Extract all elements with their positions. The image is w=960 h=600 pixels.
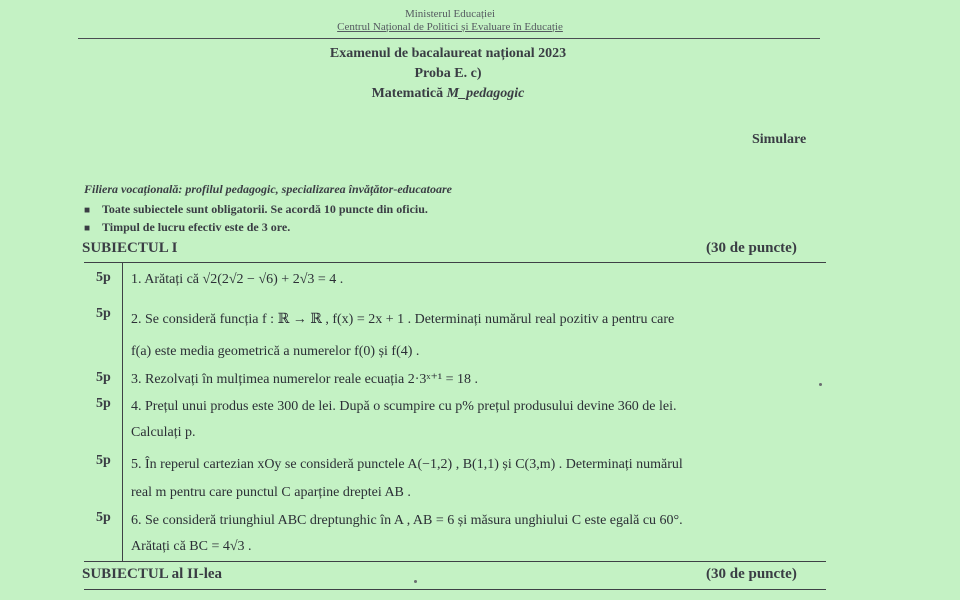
problem-text: 3. Rezolvați în mulțimea numerelor reale ecuația 2·3ˣ⁺¹ = 18 . [131,372,478,387]
problem-text: 5. În reperul cartezian xOy se consideră punctele A(−1,2) , B(1,1) și C(3,m) . Determinați numărul real m pentru care punctul C aparține dreptei AB . [131,457,683,500]
section-1-bottom-rule [84,561,826,562]
problem-text: 4. Prețul unui produs este 300 de lei. După o scumpire cu p% prețul produsului devine 360 de lei. Calculați p. [131,399,677,440]
problem-points: 5p [96,396,111,411]
problem-text: 1. Arătați că √2(2√2 − √6) + 2√3 = 4 . [131,272,344,287]
exam-subject [240,84,656,104]
section-1-points: (30 de puncte) [706,240,797,256]
section-2-points: (30 de puncte) [706,566,797,582]
center-name: Centrul Național de Politici și Evaluare în Educație [337,21,563,33]
track-description: Filiera vocațională: profilul pedagogic, specializarea învățător-educatoare [84,182,452,196]
instruction-item: ■ Timpul de lucru efectiv este de 3 ore. [84,218,428,236]
subject-profile: M_pedagogic [446,86,525,101]
header-institution [300,8,600,34]
points-column-divider [122,263,123,561]
section-1-top-rule [84,262,826,263]
scan-speck [414,580,417,583]
header-divider [78,38,820,39]
exam-title: Examenul de bacalaureat național 2023 [329,46,567,61]
bullet-icon: ■ [84,223,91,234]
instruction-item: ■ Toate subiectele sunt obligatorii. Se acordă 10 puncte din oficiu. [84,200,428,218]
section-2-title: SUBIECTUL al II-lea [82,566,223,582]
section-2-top-rule [84,589,826,590]
simulation-label: Simulare [752,132,807,147]
problem-points: 5p [96,270,111,285]
section-1-title: SUBIECTUL I [82,240,178,256]
problem-points: 5p [96,453,111,468]
problem-points: 5p [96,510,111,525]
exam-proba: Proba E. c) [414,66,482,81]
scan-speck [819,383,822,386]
problem-text: 6. Se consideră triunghiul ABC dreptunghic în A , AB = 6 și măsura unghiului C este egală cu 60°. Arătați că BC = 4√3 . [131,513,683,554]
problem-points: 5p [96,306,111,321]
ministry-name: Ministerul Educației [404,8,496,20]
subject-prefix: Matematică [371,86,447,101]
problem-text: 2. Se consideră funcția f : ℝ → ℝ , f(x) = 2x + 1 . Determinați numărul real pozitiv a pentru care f(a) este media geometrică a numerelor f(0) și f(4) . [131,312,675,359]
problem-points: 5p [96,370,111,385]
exam-heading [240,44,656,104]
instructions-list [84,200,428,236]
bullet-icon: ■ [84,205,91,216]
